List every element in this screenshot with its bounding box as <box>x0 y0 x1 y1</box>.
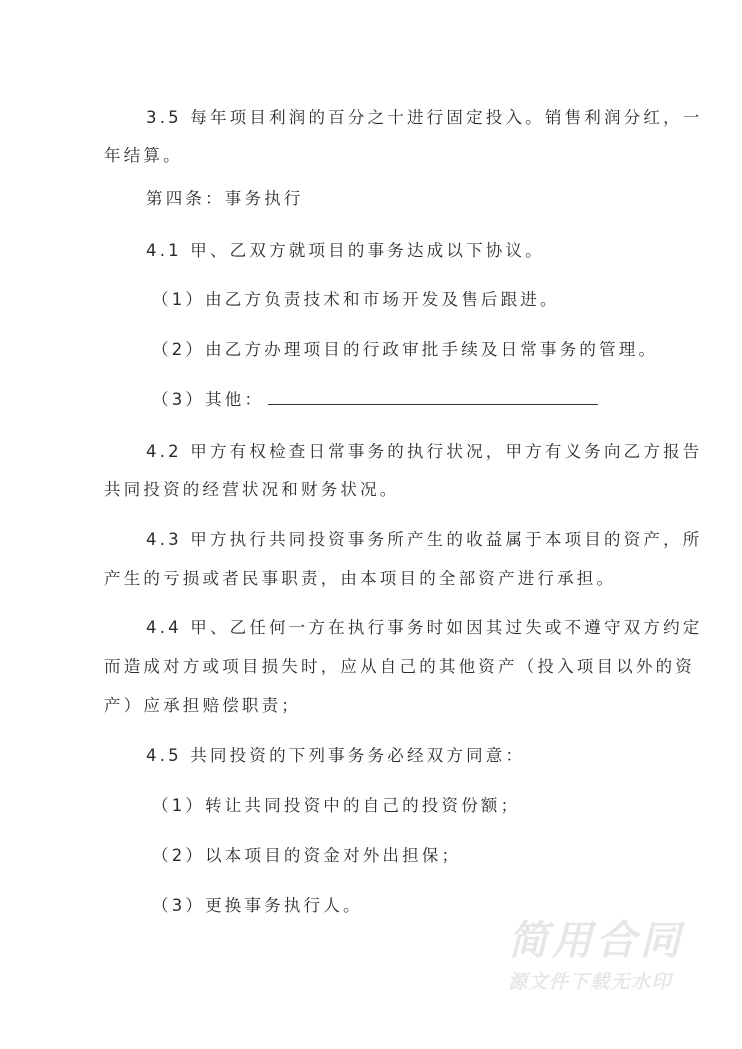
article-4-title: 第四条：事务执行 <box>146 189 304 208</box>
paragraph-4-1-item-2: （2）由乙方办理项目的行政审批手续及日常事务的管理。 <box>152 340 659 359</box>
paragraph-4-5-item-1: （1）转让共同投资中的自己的投资份额； <box>152 796 521 815</box>
paragraph-4-1-item-3 <box>152 390 598 410</box>
paragraph-4-1-item-1: （1）由乙方负责技术和市场开发及售后跟进。 <box>152 290 560 309</box>
paragraph-4-5: 4.5 共同投资的下列事务务必经双方同意： <box>146 746 526 765</box>
paragraph-4-4-line-2: 而造成对方或项目损失时，应从自己的其他资产（投入项目以外的资 <box>104 657 695 676</box>
paragraph-4-4-line-3: 产）应承担赔偿职责； <box>104 696 301 715</box>
paragraph-4-2-line-2: 共同投资的经营状况和财务状况。 <box>104 480 400 499</box>
paragraph-4-3-line-1: 4.3 甲方执行共同投资事务所产生的收益属于本项目的资产，所 <box>146 530 703 549</box>
watermark-subtitle: 源文件下载无水印 <box>508 971 673 993</box>
watermark <box>508 918 708 994</box>
paragraph-4-1-item-3-label: （3）其他： <box>152 390 265 409</box>
paragraph-4-5-item-2: （2）以本项目的资金对外出担保； <box>152 846 462 865</box>
paragraph-4-4-line-1: 4.4 甲、乙任何一方在执行事务时如因其过失或不遵守双方约定 <box>146 618 703 637</box>
paragraph-4-2-line-1: 4.2 甲方有权检查日常事务的执行状况，甲方有义务向乙方报告 <box>146 442 703 461</box>
watermark-title: 简用合同 <box>508 918 684 964</box>
paragraph-3-5-line-1: 3.5 每年项目利润的百分之十进行固定投入。销售利润分红，一 <box>146 108 703 127</box>
paragraph-4-1: 4.1 甲、乙双方就项目的事务达成以下协议。 <box>146 241 545 260</box>
paragraph-3-5-line-2: 年结算。 <box>104 146 183 165</box>
fill-in-blank-line <box>268 390 598 405</box>
paragraph-4-5-item-3: （3）更换事务执行人。 <box>152 896 363 915</box>
paragraph-4-3-line-2: 产生的亏损或者民事职责，由本项目的全部资产进行承担。 <box>104 569 617 588</box>
